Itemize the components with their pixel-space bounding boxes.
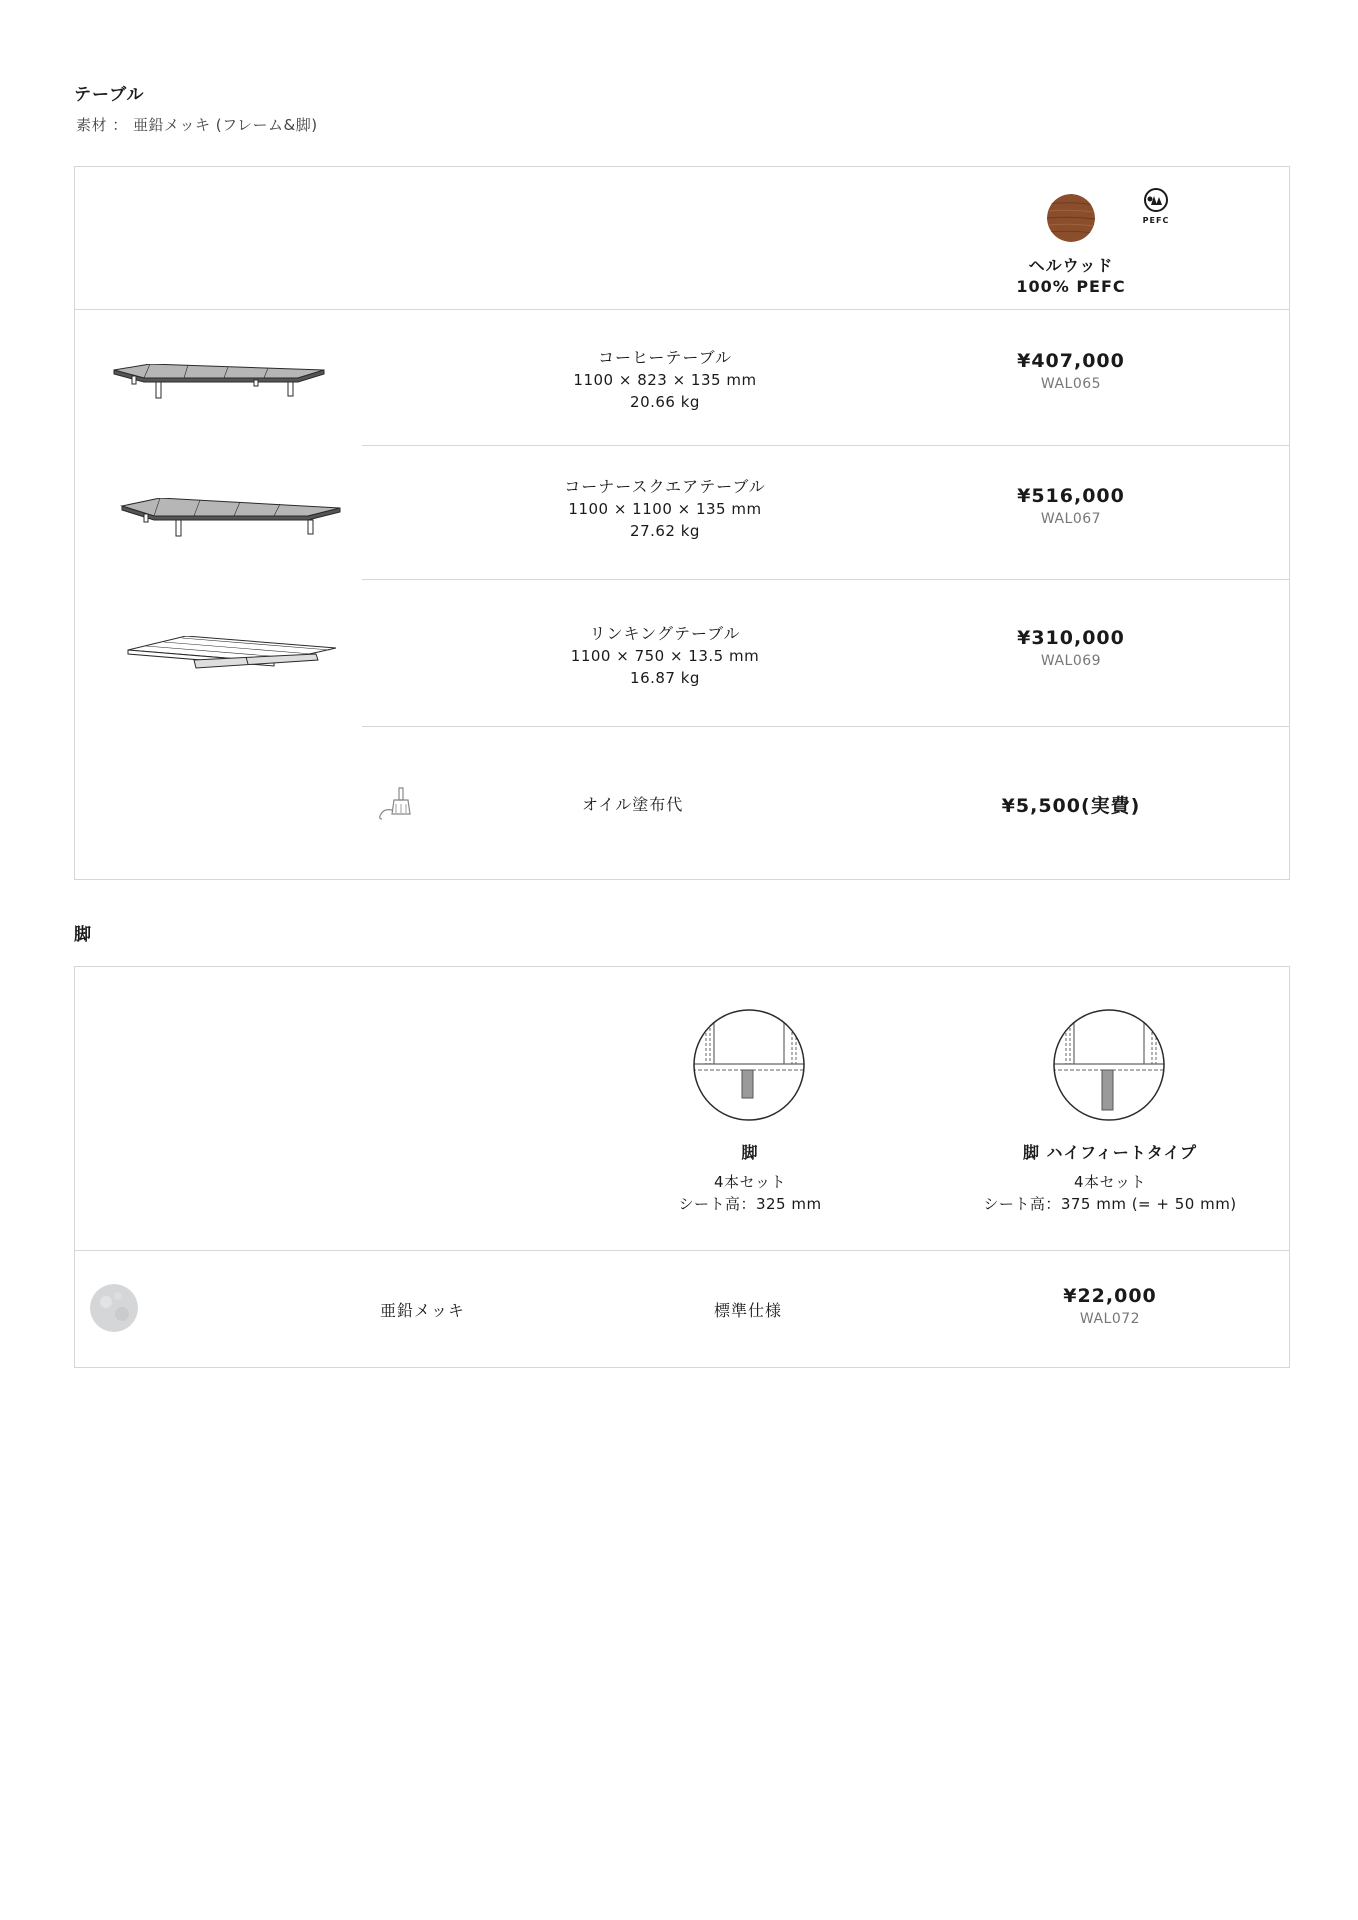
product-coffee-table bbox=[530, 347, 800, 413]
row-divider bbox=[362, 445, 1289, 446]
product-dimensions: 1100 × 1100 × 135 mm bbox=[568, 500, 762, 518]
helwood-swatch[interactable] bbox=[1047, 194, 1095, 242]
product-code: WAL069 bbox=[1040, 653, 1102, 669]
header-divider bbox=[75, 1250, 1289, 1251]
price-cell bbox=[1000, 350, 1142, 392]
linking-table-illustration bbox=[126, 636, 338, 676]
zinc-swatch-fill bbox=[90, 1284, 138, 1332]
oil-finish-price: ¥5,500(実費) bbox=[1001, 795, 1141, 817]
leg-price: ¥22,000 bbox=[1063, 1285, 1157, 1307]
section-title-table: テーブル bbox=[74, 85, 145, 105]
leg-code: WAL072 bbox=[1079, 1311, 1141, 1327]
row-divider bbox=[362, 726, 1289, 727]
leg-option-title: 脚 bbox=[741, 1143, 759, 1162]
price-cell bbox=[1000, 627, 1142, 669]
product-weight: 27.62 kg bbox=[630, 522, 700, 540]
leg-option-set: 4本セット bbox=[713, 1173, 787, 1191]
product-price: ¥310,000 bbox=[1017, 627, 1125, 649]
leg-option-title: 脚 ハイフィートタイプ bbox=[1022, 1143, 1197, 1162]
row-divider bbox=[362, 579, 1289, 580]
product-linking-table bbox=[530, 623, 800, 689]
header-divider bbox=[75, 309, 1289, 310]
product-code: WAL067 bbox=[1040, 511, 1102, 527]
leg-spec: 標準仕様 bbox=[713, 1301, 782, 1320]
product-name: リンキングテーブル bbox=[589, 624, 741, 643]
swatch-name: ヘルウッド bbox=[1028, 256, 1114, 275]
product-weight: 16.87 kg bbox=[630, 669, 700, 687]
coffee-table-illustration bbox=[108, 364, 326, 408]
product-code: WAL065 bbox=[1040, 376, 1102, 392]
leg-option-high-feet bbox=[950, 1140, 1270, 1215]
pefc-logo-text: PEFC bbox=[1142, 216, 1170, 225]
product-price: ¥516,000 bbox=[1017, 485, 1125, 507]
leg-price-cell bbox=[1040, 1285, 1180, 1327]
leg-finish-name: 亜鉛メッキ bbox=[380, 1301, 466, 1320]
pefc-logo-icon bbox=[1138, 188, 1174, 225]
product-price: ¥407,000 bbox=[1017, 350, 1125, 372]
leg-option-set: 4本セット bbox=[1073, 1173, 1147, 1191]
leg-option-height: シート高：325 mm bbox=[678, 1195, 822, 1213]
brush-icon bbox=[377, 786, 417, 822]
swatch-cert: 100% PEFC bbox=[1016, 277, 1126, 296]
product-name: コーナースクエアテーブル bbox=[564, 477, 766, 496]
product-dimensions: 1100 × 750 × 13.5 mm bbox=[570, 647, 760, 665]
product-corner-square-table bbox=[510, 476, 820, 542]
leg-option-standard bbox=[620, 1140, 880, 1215]
product-name: コーヒーテーブル bbox=[598, 348, 732, 367]
leg-option-height: シート高：375 mm (= + 50 mm) bbox=[983, 1195, 1237, 1213]
leg-high-feet-diagram bbox=[1052, 1008, 1166, 1122]
corner-square-table-illustration bbox=[120, 498, 342, 544]
leg-standard-diagram bbox=[692, 1008, 806, 1122]
price-cell bbox=[1000, 485, 1142, 527]
material-note: 素材 ： 亜鉛メッキ (フレーム&脚) bbox=[76, 116, 318, 134]
product-weight: 20.66 kg bbox=[630, 393, 700, 411]
product-dimensions: 1100 × 823 × 135 mm bbox=[573, 371, 757, 389]
zinc-plating-swatch[interactable] bbox=[90, 1284, 138, 1332]
swatch-label bbox=[980, 255, 1162, 297]
oil-finish-label: オイル塗布代 bbox=[582, 795, 684, 814]
section-title-legs: 脚 bbox=[74, 925, 92, 945]
